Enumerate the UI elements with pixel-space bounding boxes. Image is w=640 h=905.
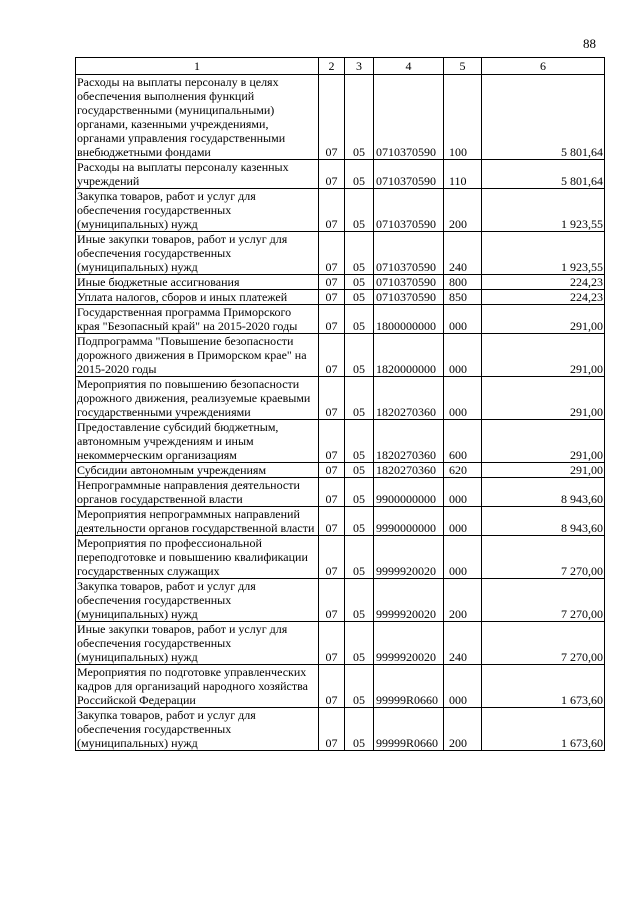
row-cell-col2: 07 (319, 708, 345, 751)
row-name-cell: Иные бюджетные ассигнования (76, 275, 319, 290)
row-cell-col4: 1820270360 (374, 377, 444, 420)
row-cell-col6: 1 923,55 (482, 232, 605, 275)
table-row (76, 507, 605, 536)
row-cell-col5: 100 (444, 75, 482, 160)
row-name-cell: Мероприятия по профессиональной переподготовке и повышению квалификации государственных служащих (76, 536, 319, 579)
table-row (76, 377, 605, 420)
row-cell-col4: 99999R0660 (374, 665, 444, 708)
row-cell-col3: 05 (345, 536, 374, 579)
row-cell-col5: 800 (444, 275, 482, 290)
row-cell-col4: 1820000000 (374, 334, 444, 377)
row-cell-col2: 07 (319, 463, 345, 478)
row-name-cell: Закупка товаров, работ и услуг для обеспечения государственных (муниципальных) нужд (76, 579, 319, 622)
row-cell-col2: 07 (319, 189, 345, 232)
table-row (76, 579, 605, 622)
row-cell-col5: 240 (444, 622, 482, 665)
table-row (76, 75, 605, 160)
row-cell-col6: 7 270,00 (482, 536, 605, 579)
row-cell-col6: 5 801,64 (482, 160, 605, 189)
row-cell-col5: 200 (444, 579, 482, 622)
row-cell-col2: 07 (319, 160, 345, 189)
row-name-cell: Субсидии автономным учреждениям (76, 463, 319, 478)
row-cell-col6: 224,23 (482, 290, 605, 305)
table-row (76, 708, 605, 751)
row-cell-col6: 1 923,55 (482, 189, 605, 232)
row-cell-col3: 05 (345, 275, 374, 290)
row-cell-col2: 07 (319, 622, 345, 665)
header-cell-3: 3 (345, 58, 374, 75)
row-cell-col2: 07 (319, 334, 345, 377)
row-cell-col3: 05 (345, 463, 374, 478)
row-cell-col6: 7 270,00 (482, 622, 605, 665)
table-row (76, 622, 605, 665)
row-name-cell: Мероприятия по повышению безопасности дорожного движения, реализуемые краевыми государственными учреждениями (76, 377, 319, 420)
row-cell-col4: 1820270360 (374, 463, 444, 478)
row-cell-col2: 07 (319, 478, 345, 507)
row-cell-col4: 9990000000 (374, 507, 444, 536)
row-cell-col5: 000 (444, 478, 482, 507)
row-name-cell: Подпрограмма "Повышение безопасности дорожного движения в Приморском крае" на 2015-2020 годы (76, 334, 319, 377)
row-cell-col2: 07 (319, 232, 345, 275)
row-name-cell: Закупка товаров, работ и услуг для обеспечения государственных (муниципальных) нужд (76, 708, 319, 751)
row-cell-col4: 0710370590 (374, 232, 444, 275)
row-cell-col2: 07 (319, 275, 345, 290)
row-cell-col3: 05 (345, 665, 374, 708)
row-cell-col4: 99999R0660 (374, 708, 444, 751)
row-name-cell: Предоставление субсидий бюджетным, автономным учреждениям и иным некоммерческим организациям (76, 420, 319, 463)
table-row (76, 275, 605, 290)
row-cell-col2: 07 (319, 290, 345, 305)
row-cell-col2: 07 (319, 75, 345, 160)
table-row (76, 305, 605, 334)
row-cell-col6: 1 673,60 (482, 665, 605, 708)
row-cell-col3: 05 (345, 290, 374, 305)
row-name-cell: Уплата налогов, сборов и иных платежей (76, 290, 319, 305)
row-cell-col2: 07 (319, 377, 345, 420)
row-cell-col3: 05 (345, 305, 374, 334)
row-name-cell: Государственная программа Приморского края "Безопасный край" на 2015-2020 годы (76, 305, 319, 334)
header-cell-5: 5 (444, 58, 482, 75)
row-cell-col6: 5 801,64 (482, 75, 605, 160)
row-cell-col3: 05 (345, 334, 374, 377)
row-name-cell: Иные закупки товаров, работ и услуг для обеспечения государственных (муниципальных) нужд (76, 622, 319, 665)
row-cell-col5: 000 (444, 665, 482, 708)
row-name-cell: Закупка товаров, работ и услуг для обеспечения государственных (муниципальных) нужд (76, 189, 319, 232)
row-cell-col3: 05 (345, 478, 374, 507)
budget-table-body (76, 58, 605, 751)
row-cell-col5: 000 (444, 334, 482, 377)
row-cell-col5: 850 (444, 290, 482, 305)
table-row (76, 189, 605, 232)
budget-table (75, 57, 605, 751)
header-cell-4: 4 (374, 58, 444, 75)
page-number: 88 (583, 36, 596, 51)
header-cell-1: 1 (76, 58, 319, 75)
row-cell-col4: 0710370590 (374, 75, 444, 160)
row-cell-col3: 05 (345, 622, 374, 665)
row-cell-col2: 07 (319, 305, 345, 334)
row-name-cell: Иные закупки товаров, работ и услуг для обеспечения государственных (муниципальных) нужд (76, 232, 319, 275)
table-row (76, 420, 605, 463)
row-cell-col3: 05 (345, 377, 374, 420)
row-name-cell: Непрограммные направления деятельности органов государственной власти (76, 478, 319, 507)
row-cell-col3: 05 (345, 75, 374, 160)
row-cell-col5: 600 (444, 420, 482, 463)
row-cell-col4: 9999920020 (374, 579, 444, 622)
row-cell-col3: 05 (345, 579, 374, 622)
row-name-cell: Мероприятия непрограммных направлений деятельности органов государственной власти (76, 507, 319, 536)
row-cell-col3: 05 (345, 189, 374, 232)
row-cell-col3: 05 (345, 160, 374, 189)
row-cell-col2: 07 (319, 579, 345, 622)
row-cell-col4: 0710370590 (374, 160, 444, 189)
row-cell-col5: 000 (444, 305, 482, 334)
table-header-row (76, 58, 605, 75)
row-cell-col5: 620 (444, 463, 482, 478)
row-cell-col6: 291,00 (482, 377, 605, 420)
row-cell-col4: 9999920020 (374, 536, 444, 579)
table-row (76, 478, 605, 507)
header-cell-2: 2 (319, 58, 345, 75)
row-cell-col5: 200 (444, 708, 482, 751)
row-cell-col6: 224,23 (482, 275, 605, 290)
row-cell-col2: 07 (319, 420, 345, 463)
row-cell-col4: 0710370590 (374, 189, 444, 232)
table-row (76, 160, 605, 189)
row-cell-col5: 110 (444, 160, 482, 189)
row-cell-col6: 8 943,60 (482, 507, 605, 536)
row-cell-col4: 1820270360 (374, 420, 444, 463)
row-cell-col4: 0710370590 (374, 290, 444, 305)
row-cell-col2: 07 (319, 665, 345, 708)
table-row (76, 536, 605, 579)
row-cell-col5: 000 (444, 377, 482, 420)
row-cell-col6: 291,00 (482, 305, 605, 334)
row-cell-col4: 1800000000 (374, 305, 444, 334)
row-cell-col2: 07 (319, 507, 345, 536)
row-name-cell: Расходы на выплаты персоналу казенных учреждений (76, 160, 319, 189)
table-row (76, 665, 605, 708)
row-cell-col6: 1 673,60 (482, 708, 605, 751)
row-cell-col5: 240 (444, 232, 482, 275)
row-cell-col6: 7 270,00 (482, 579, 605, 622)
table-row (76, 334, 605, 377)
header-cell-6: 6 (482, 58, 605, 75)
table-row (76, 290, 605, 305)
row-cell-col3: 05 (345, 420, 374, 463)
row-cell-col6: 291,00 (482, 334, 605, 377)
row-name-cell: Мероприятия по подготовке управленческих кадров для организаций народного хозяйства Российской Федерации (76, 665, 319, 708)
row-cell-col6: 8 943,60 (482, 478, 605, 507)
row-cell-col4: 9900000000 (374, 478, 444, 507)
row-cell-col6: 291,00 (482, 420, 605, 463)
row-cell-col6: 291,00 (482, 463, 605, 478)
row-name-cell: Расходы на выплаты персоналу в целях обеспечения выполнения функций государственными (муниципальными) органами, казенными учреждениями, органами управления государственными внебюджетными фондами (76, 75, 319, 160)
table-row (76, 463, 605, 478)
row-cell-col4: 9999920020 (374, 622, 444, 665)
row-cell-col3: 05 (345, 232, 374, 275)
row-cell-col5: 000 (444, 507, 482, 536)
row-cell-col5: 200 (444, 189, 482, 232)
row-cell-col2: 07 (319, 536, 345, 579)
table-row (76, 232, 605, 275)
row-cell-col3: 05 (345, 708, 374, 751)
row-cell-col5: 000 (444, 536, 482, 579)
row-cell-col3: 05 (345, 507, 374, 536)
row-cell-col4: 0710370590 (374, 275, 444, 290)
